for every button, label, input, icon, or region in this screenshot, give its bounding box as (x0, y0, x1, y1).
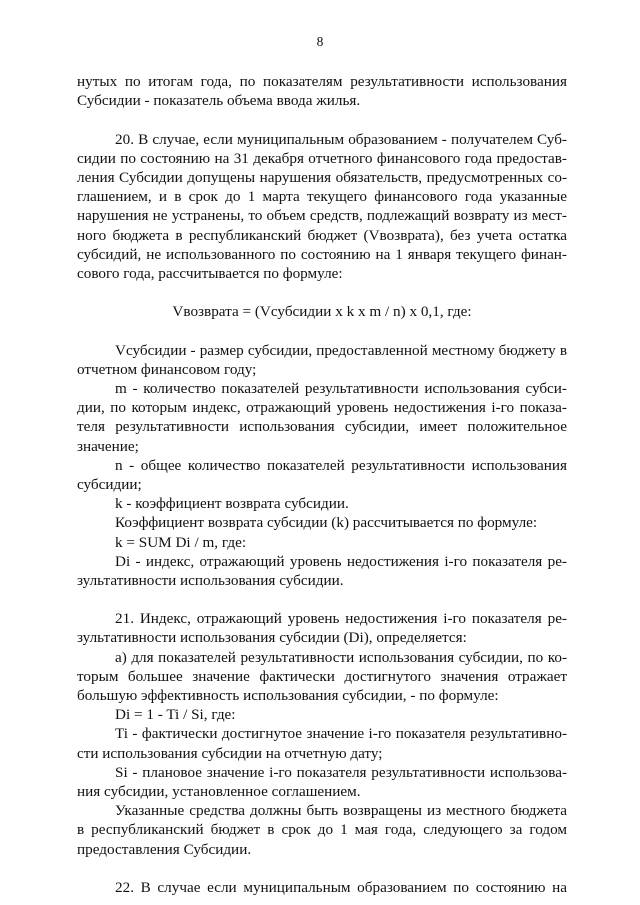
text-line: ного бюджета в республиканский бюджет (Vвозврата), без учета остатка (77, 226, 567, 244)
text-line: субсидий, не использованного по состоянию на 1 января текущего финан- (77, 245, 567, 263)
text-line: k - коэффициент возврата субсидии. (115, 495, 349, 513)
text-line: отчетном финансовом году; (77, 360, 257, 378)
text-line: большую эффективность использования субсидии, - по формуле: (77, 687, 499, 704)
text-line: субсидии; (77, 475, 142, 493)
text-line: Субсидии - показатель объема ввода жилья. (77, 92, 361, 110)
paragraph-gap (77, 590, 567, 609)
paragraph (77, 302, 567, 321)
document-body (77, 72, 567, 897)
paragraph (77, 878, 567, 897)
paragraph (77, 341, 567, 590)
text-line: m - количество показателей результативности использования субси- (115, 380, 567, 397)
text-line: Di = 1 - Ti / Si, где: (115, 706, 236, 724)
text-line: нарушения не устранены, то объем средств, подлежащий возврату из мест- (77, 207, 567, 225)
text-line: сидии по состоянию на 31 декабря отчетного финансового года предостав- (77, 149, 567, 167)
text-line: сти использования субсидии на отчетную дату; (77, 744, 383, 762)
text-line: а) для показателей результативности использования субсидии, по ко- (115, 648, 567, 666)
text-line: глашением, и в срок до 1 марта текущего финансового года указанные (77, 188, 567, 206)
text-line: нутых по итогам года, по показателям результативности использования (77, 73, 567, 90)
text-line: 20. В случае, если муниципальным образованием - получателем Суб- (115, 130, 567, 148)
text-line: ния субсидии, установленное соглашением. (77, 782, 361, 800)
text-line: сового года, рассчитывается по формуле: (77, 264, 343, 282)
page-number: 8 (316, 34, 324, 49)
text-line: зультативности использования субсидии (Di), определяется: (77, 629, 467, 647)
paragraph-gap (77, 110, 567, 129)
paragraph-gap (77, 283, 567, 302)
text-line: предоставления Субсидии. (77, 840, 252, 858)
text-line: теля результативности использования субсидии, имеет положительное (77, 418, 567, 436)
text-line: n - общее количество показателей результативности использования (115, 456, 567, 474)
text-line: ления Субсидии допущены нарушения обязательств, предусмотренных со- (77, 168, 567, 186)
paragraph (77, 130, 567, 284)
text-line: 22. В случае если муниципальным образованием по состоянию на (115, 878, 567, 896)
text-line: 21. Индекс, отражающий уровень недостижения i-го показателя ре- (115, 610, 567, 628)
text-line: дии, по которым индекс, отражающий уровень недостижения i-го показа- (77, 399, 567, 417)
text-line: Di - индекс, отражающий уровень недостижения i-го показателя ре- (115, 552, 567, 570)
text-line: Коэффициент возврата субсидии (k) рассчитывается по формуле: (115, 514, 538, 532)
paragraph-gap (77, 859, 567, 878)
text-line: Указанные средства должны быть возвращены из местного бюджета (115, 802, 567, 820)
paragraph-gap (77, 321, 567, 340)
paragraph (77, 609, 567, 858)
text-line: Vсубсидии - размер субсидии, предоставленной местному бюджету в (115, 341, 567, 359)
text-line: торым большее значение фактически достигнутого значения отражает (77, 667, 567, 685)
text-line: значение; (77, 437, 139, 455)
text-line: Si - плановое значение i-го показателя результативности использова- (115, 763, 567, 781)
text-line: Ti - фактически достигнутое значение i-го показателя результативно- (115, 725, 567, 743)
formula-line: Vвозврата = (Vсубсидии x k x m / n) x 0,1, где: (172, 303, 472, 321)
text-line: k = SUM Di / m, где: (115, 533, 247, 551)
text-line: в республиканский бюджет в срок до 1 мая года, следующего за годом (77, 821, 567, 839)
text-line: зультативности использования субсидии. (77, 571, 344, 589)
paragraph (77, 72, 567, 110)
